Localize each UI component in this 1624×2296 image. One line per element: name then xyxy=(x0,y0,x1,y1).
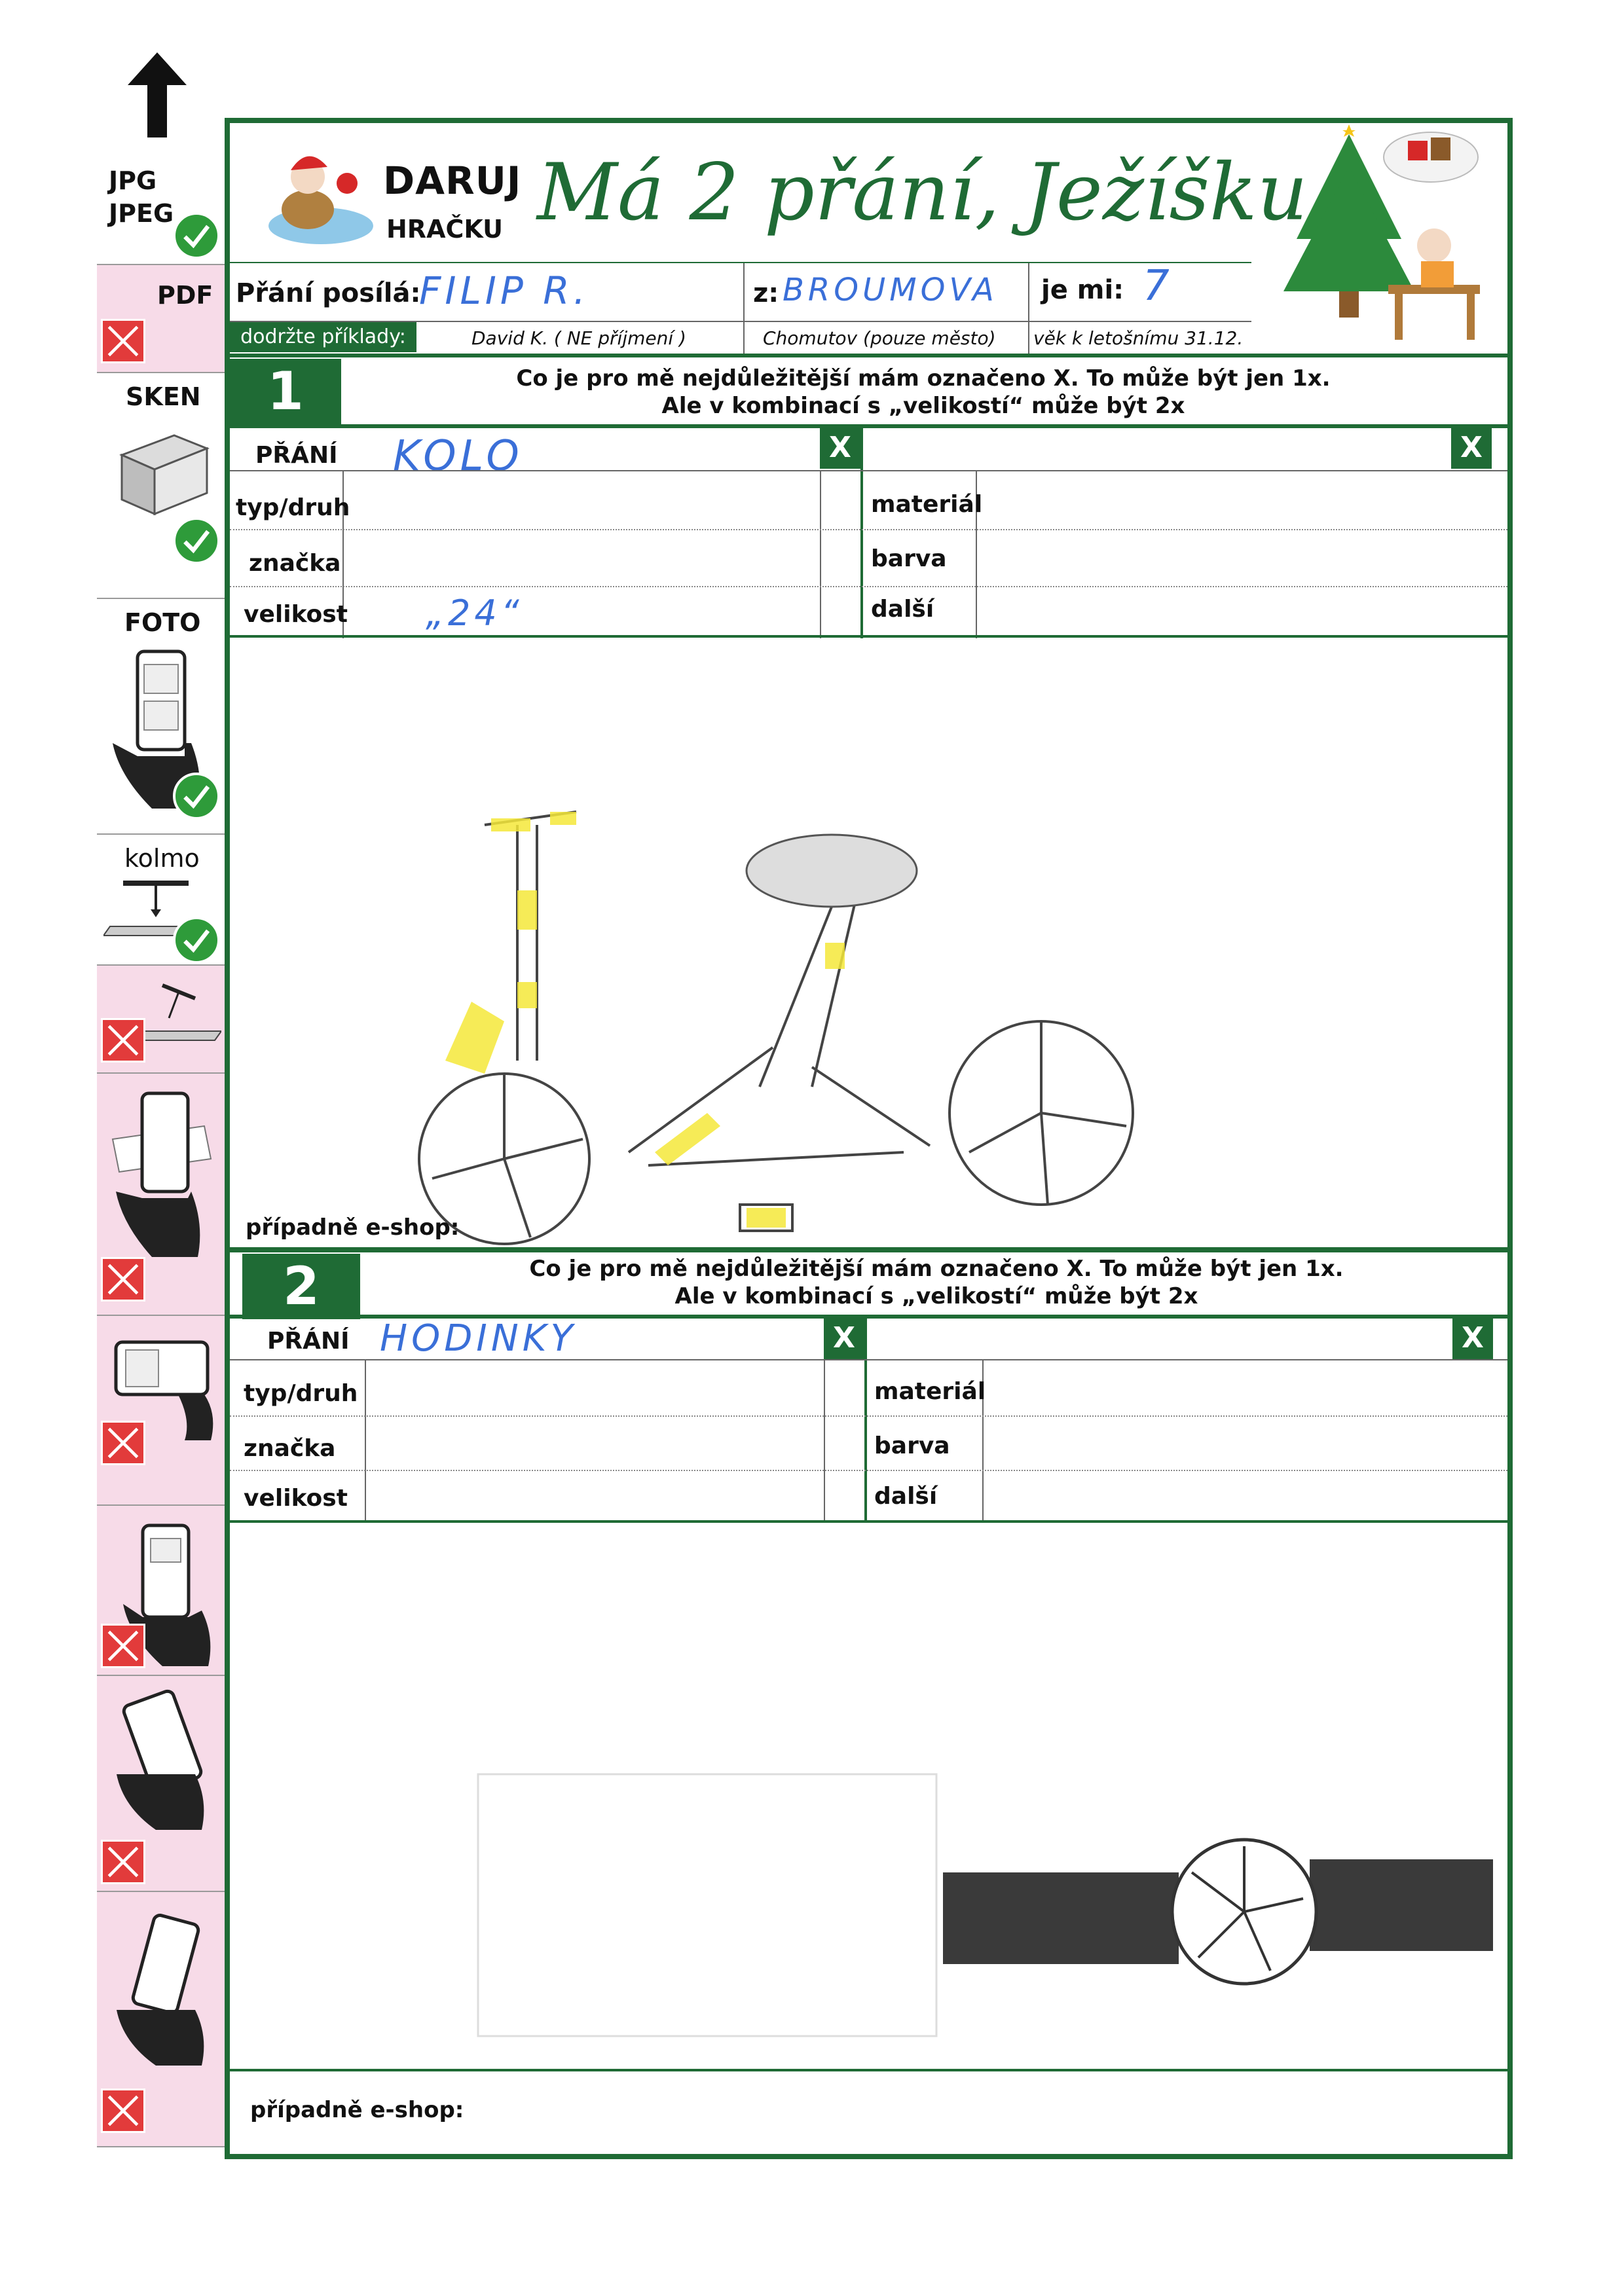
wish1-x-col-left xyxy=(820,471,821,638)
strip-jpg-cell xyxy=(97,157,228,265)
strip-tilted-phone-cell xyxy=(97,1074,228,1316)
wish1-material-label: materiál xyxy=(871,491,983,518)
wish1-wish-value[interactable]: KOLO xyxy=(393,432,523,481)
wish2-instruction-line1: Co je pro mě nejdůležitější mám označeno X. To může být jen 1x. xyxy=(529,1256,1344,1282)
wish1-row3-line xyxy=(230,586,1507,587)
from-divider xyxy=(1028,263,1029,355)
example-age: věk k letošnímu 31.12. xyxy=(1033,327,1244,349)
wish1-col-divider xyxy=(860,426,863,638)
wish1-x-right[interactable]: X xyxy=(1451,427,1492,469)
wish2-row2-line xyxy=(230,1415,1507,1417)
strip-scan-label: SKEN xyxy=(126,382,201,411)
phone-tilted2-icon xyxy=(110,1912,215,2069)
up-arrow-icon xyxy=(128,52,187,137)
strip-landscape-phone-cell xyxy=(97,1316,228,1506)
strip-photo-cell xyxy=(97,599,228,835)
wish1-instruction-line2: Ale v kombinací s „velikostí“ může být 2x xyxy=(661,393,1185,419)
example-city: Chomutov (pouze město) xyxy=(763,327,996,349)
cross-icon xyxy=(101,1257,145,1302)
wish2-row3-line xyxy=(230,1470,1507,1471)
cross-icon xyxy=(101,1421,145,1465)
strip-jpeg-label: JPEG xyxy=(109,199,174,228)
strip-jpg-label: JPG xyxy=(109,166,157,195)
check-icon xyxy=(173,773,220,820)
from-value[interactable]: BROUMOVA xyxy=(783,272,998,308)
wish2-number: 2 xyxy=(242,1254,360,1319)
wish1-type-label: typ/druh xyxy=(236,494,350,521)
check-icon xyxy=(173,212,220,259)
header-divider xyxy=(230,262,1251,263)
wish2-table-bottom xyxy=(230,1520,1507,1523)
wish1-eshop-label: případně e-shop: xyxy=(246,1214,460,1241)
wish1-other-label: další xyxy=(871,596,934,623)
strip-photo-label: FOTO xyxy=(124,608,201,637)
logo-daruj: DARUJ xyxy=(383,158,522,203)
examples-label: dodržte příklady: xyxy=(230,322,416,352)
wish2-color-label: barva xyxy=(874,1432,950,1459)
wish2-eshop-line xyxy=(230,2069,1507,2071)
wish2-brand-label: značka xyxy=(244,1435,336,1462)
cross-icon xyxy=(101,1624,145,1668)
sender-divider xyxy=(743,263,745,355)
scanner-icon xyxy=(109,422,213,520)
wish1-brand-label: značka xyxy=(249,550,341,577)
strip-tilted-phone2-cell xyxy=(97,1892,228,2147)
strip-rotated-phone-cell xyxy=(97,1676,228,1892)
logo-hracku: HRAČKU xyxy=(386,215,503,244)
strip-far-phone-cell xyxy=(97,1506,228,1676)
age-label: je mi: xyxy=(1041,275,1124,305)
check-icon xyxy=(173,917,220,964)
cross-icon xyxy=(101,319,145,363)
wish2-x-left[interactable]: X xyxy=(824,1317,864,1359)
strip-pdf-label: PDF xyxy=(157,281,213,310)
sender-label: Přání posílá: xyxy=(236,278,421,308)
cross-icon xyxy=(101,1018,145,1063)
wish2-row1-line xyxy=(230,1359,1507,1360)
santa-logo-icon xyxy=(262,137,380,249)
wish1-row1-line xyxy=(230,470,1507,471)
wish1-bottom-line xyxy=(230,1247,1507,1252)
check-icon xyxy=(173,517,220,564)
wish2-eshop-label: případně e-shop: xyxy=(250,2097,464,2123)
wish2-wish-label: PŘÁNÍ xyxy=(267,1328,350,1355)
wish2-other-label: další xyxy=(874,1483,938,1510)
strip-wrong-angle-cell xyxy=(97,966,228,1074)
gift-icon xyxy=(1382,124,1480,183)
wish1-number: 1 xyxy=(230,359,341,424)
wish2-x-right[interactable]: X xyxy=(1452,1317,1493,1359)
wish2-label-divider-left xyxy=(365,1360,366,1522)
strip-kolmo-label: kolmo xyxy=(124,844,200,873)
from-label: z: xyxy=(753,278,779,308)
wish1-instruction-line1: Co je pro mě nejdůležitější mám označeno X. To může být jen 1x. xyxy=(516,365,1331,392)
strip-kolmo-cell xyxy=(97,835,228,966)
wish2-col-divider xyxy=(864,1316,867,1522)
strip-pdf-cell xyxy=(97,265,228,373)
header-bottom-line xyxy=(230,354,1507,357)
wish2-x-col-left xyxy=(824,1360,825,1522)
wish1-color-label: barva xyxy=(871,545,947,572)
page-title: Má 2 přání, Ježíšku xyxy=(537,147,1308,238)
watch-drawing xyxy=(458,1755,1519,2082)
wish2-type-label: typ/druh xyxy=(244,1380,358,1407)
cross-icon xyxy=(101,1840,145,1884)
wish2-size-label: velikost xyxy=(244,1485,348,1512)
phone-tilted-icon xyxy=(106,1087,217,1270)
age-value[interactable]: 7 xyxy=(1143,262,1173,310)
wish1-x-left[interactable]: X xyxy=(820,427,860,469)
angled-photo-icon xyxy=(143,972,221,1051)
wish2-wish-value[interactable]: HODINKY xyxy=(380,1317,577,1360)
wish1-header-line xyxy=(230,424,1507,428)
example-name: David K. ( NE příjmení ) xyxy=(471,327,686,349)
wish2-material-label: materiál xyxy=(874,1378,986,1405)
wish1-row2-line xyxy=(230,529,1507,530)
wish1-wish-label: PŘÁNÍ xyxy=(255,442,338,469)
cross-icon xyxy=(101,2088,145,2133)
phone-rotated-icon xyxy=(110,1689,215,1833)
wish1-size-label: velikost xyxy=(244,601,348,628)
strip-scan-cell xyxy=(97,373,228,599)
bicycle-drawing xyxy=(406,786,1166,1257)
wish1-size-value[interactable]: „24“ xyxy=(426,592,523,634)
wish2-instruction-line2: Ale v kombinací s „velikostí“ může být 2x xyxy=(674,1283,1198,1309)
sender-value[interactable]: FILIP R. xyxy=(419,268,590,313)
wish1-table-bottom xyxy=(230,635,1507,638)
